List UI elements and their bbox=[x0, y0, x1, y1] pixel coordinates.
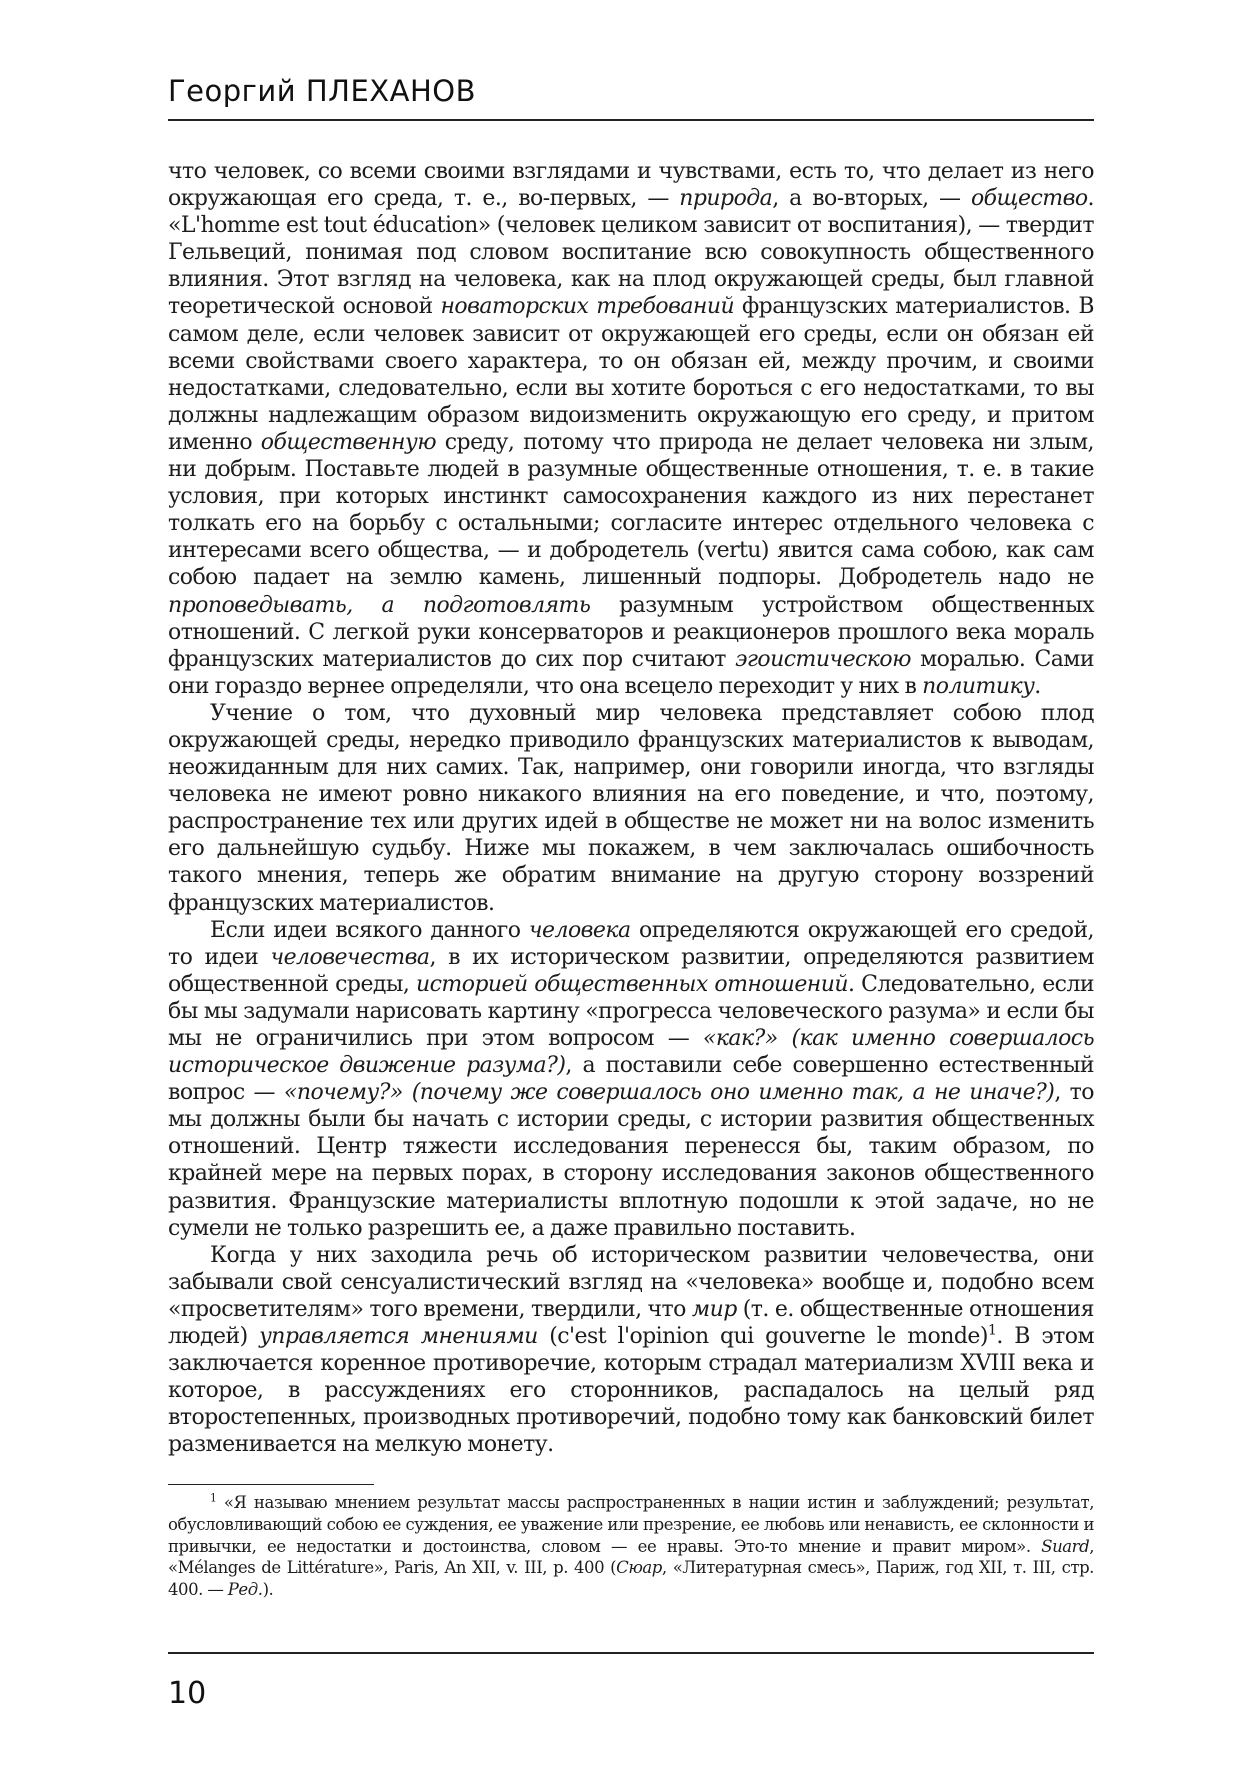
footer-rule bbox=[168, 1652, 1094, 1654]
page-number: 10 bbox=[168, 1676, 207, 1711]
running-header-author: Георгий ПЛЕХАНОВ bbox=[168, 74, 476, 108]
footnote: $^1$ «Я называю мнением результат массы распространенных в нации истин и заблуждений; результат, обусловливающий собою ее суждения, ее уважение или презрение, ее любовь или ненависть, ее склонности и привычки, ее недостатки и достоинства, словом — ее нравы. Это-то мнение и правит миром». Suard, «Mélanges de Littérature», Paris, An XII, v. III, p. 400 (Сюар, «Литературная смесь», Париж, год XII, т. III, стр. 400. — Ред.). bbox=[168, 1491, 1094, 1600]
paragraph-1: что человек, со всеми своими взглядами и чувствами, есть то, что делает из него окружающая его среда, т. е., во-первых, — природа, а во-вторых, — общество. «L'homme est tout éducation» (человек целиком зависит от воспитания), — твердит Гельвеций, понимая под словом воспитание всю совокупность общественного влияния. Этот взгляд на человека, как на плод окружающей среды, был главной теоретической основой новаторских требований французских материалистов. В самом деле, если человек зависит от окружающей его среды, если он обязан ей всеми свойствами своего характера, то он обязан ей, между прочим, и своими недостатками, следовательно, если вы хотите бороться с его недостатками, то вы должны надлежащим образом видоизменить окружающую его среду, и притом именно общественную среду, потому что природа не делает человека ни злым, ни добрым. Поставьте людей в разумные общественные отношения, т. е. в такие условия, при которых инстинкт самосохранения каждого из них перестанет толкать его на борьбу с остальными; согласите интерес отдельного человека с интересами всего общества, — и добродетель (vertu) явится сама собою, как сам собою падает на землю камень, лишенный подпоры. Добродетель надо не проповедывать, а подготовлять разумным устройством общественных отношений. С легкой руки консерваторов и реакционеров прошлого века мораль французских материалистов до сих пор считают эгоистическою моралью. Сами они гораздо вернее определяли, что она всецело переходит у них в политику. bbox=[168, 159, 1095, 699]
footnote-rule bbox=[168, 1484, 374, 1485]
paragraph-2: Учение о том, что духовный мир человека представляет собою плод окружающей среды, нередко приводило французских материалистов к выводам, неожиданным для них самих. Так, например, они говорили иногда, что взгляды человека не имеют ровно никакого влияния на его поведение, и что, поэтому, распространение тех или других идей в обществе не может ни на волос изменить его дальнейшую судьбу. Ниже мы покажем, в чем заключалась ошибочность такого мнения, теперь же обратим внимание на другую сторону воззрений французских материалистов. bbox=[168, 700, 1094, 916]
main-text bbox=[168, 158, 1094, 1459]
paragraph-4: Когда у них заходила речь об историческом развитии человечества, они забывали свой сенсуалистический взгляд на «человека» вообще и, подобно всем «просветителям» того времени, твердили, что мир (т. е. общественные отношения людей) управляется мнениями (c'est l'opinion qui gouverne le monde)$^1$. В этом заключается коренное противоречие, которым страдал материализм XVIII века и которое, в рассуждениях его сторонников, распадалось на целый ряд второстепенных, производных противоречий, подобно тому как банковский билет разменивается на мелкую монету. bbox=[168, 1242, 1095, 1458]
footnote-mark: 1 bbox=[210, 1491, 217, 1505]
paragraph-3: Если идеи всякого данного человека определяются окружающей его средой, то идеи человечества, в их историческом развитии, определяются развитием общественной среды, историей общественных отношений. Следовательно, если бы мы задумали нарисовать картину «прогресса человеческого разума» и если бы мы не ограничились при этом вопросом — «как?» (как именно совершалось историческое движение разума?), а поставили себе совершенно естественный вопрос — «почему?» (почему же совершалось оно именно так, а не иначе?), то мы должны были бы начать с истории среды, с истории развития общественных отношений. Центр тяжести исследования перенесся бы, таким образом, по крайней мере на первых порах, в сторону исследования законов общественного развития. Французские материалисты вплотную подошли к этой задаче, но не сумели не только разрешить ее, а даже правильно поставить. bbox=[168, 917, 1095, 1241]
header-rule bbox=[168, 119, 1094, 121]
footnote-reference: 1 bbox=[987, 1322, 997, 1339]
